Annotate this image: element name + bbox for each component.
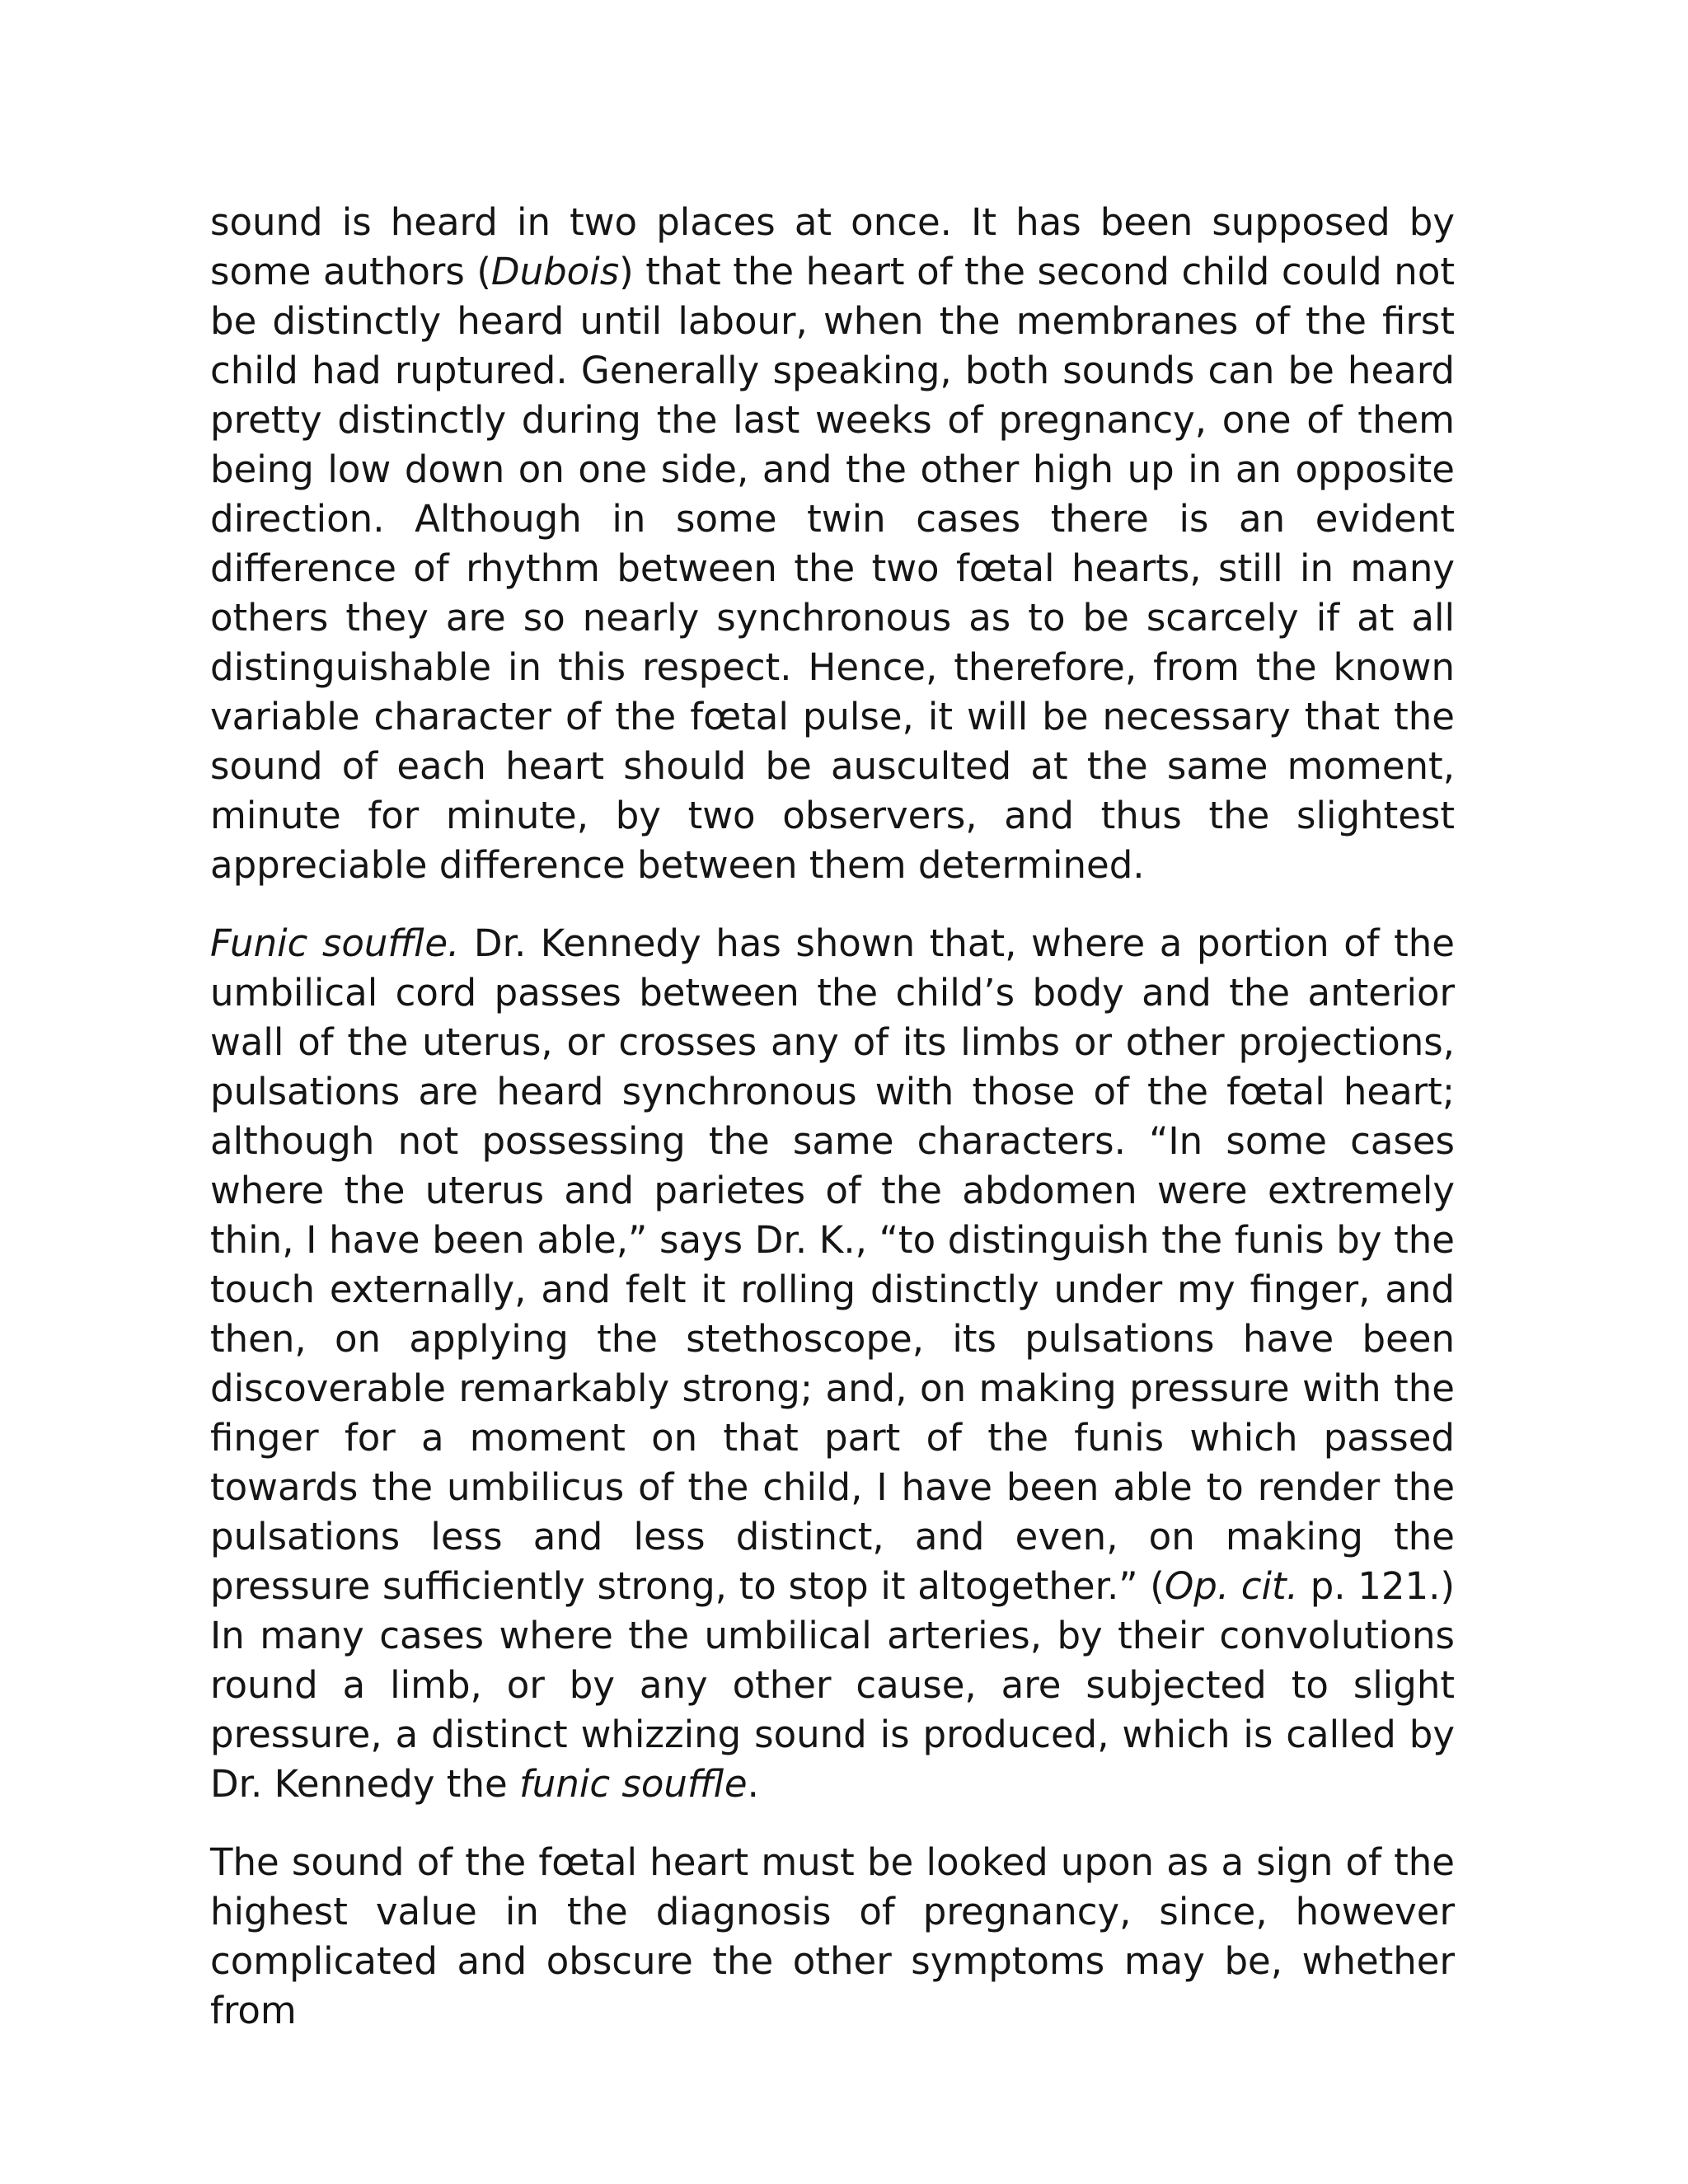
paragraph-funic-souffle (210, 919, 1455, 1809)
text-segment: p. 121.) In many cases where the umbilical arteries, by their convolutions round a limb, or by any other cause, are subjected to slight pressure, a distinct whizzing sound is produced, which is called by Dr. Kennedy the (210, 1564, 1455, 1806)
text-segment: The sound of the fœtal heart must be looked upon as a sign of the highest value in the diagnosis of pregnancy, since, however complicated and obscure the other symptoms may be, whether from (210, 1840, 1455, 2032)
document-page (210, 198, 1455, 2036)
text-segment: sound is heard in two places at once. It has been supposed by some authors ( (210, 200, 1455, 293)
paragraph-diagnostic-value (210, 1838, 1455, 2036)
paragraph-twin-heart-sounds (210, 198, 1455, 890)
italic-segment: Funic souffle. (210, 921, 460, 965)
text-segment: ) that the heart of the second child could not be distinctly heard until labour, when the membranes of the first child had ruptured. Generally speaking, both sounds can be heard pretty distinctly during the last weeks of pregnancy, one of them being low down on one side, and the other high up in an opposite direction. Although in some twin cases there is an evident difference of rhythm between the two fœtal hearts, still in many others they are so nearly synchronous as to be scarcely if at all distinguishable in this respect. Hence, therefore, from the known variable character of the fœtal pulse, it will be necessary that the sound of each heart should be ausculted at the same moment, minute for minute, by two observers, and thus the slightest appreciable difference between them determined. (210, 250, 1455, 887)
italic-segment: Op. cit. (1164, 1564, 1298, 1608)
italic-segment: Dubois (490, 250, 620, 293)
text-segment: Dr. Kennedy has shown that, where a portion of the umbilical cord passes between the child’s body and the anterior wall of the uterus, or crosses any of its limbs or other projections, pulsations are heard synchronous with those of the fœtal heart; although not possessing the same characters. “In some cases where the uterus and parietes of the abdomen were extremely thin, I have been able,” says Dr. K., “to distinguish the funis by the touch externally, and felt it rolling distinctly under my finger, and then, on applying the stethoscope, its pulsations have been discoverable remarkably strong; and, on making pressure with the finger for a moment on that part of the funis which passed towards the umbilicus of the child, I have been able to render the pulsations less and less distinct, and even, on making the pressure sufficiently strong, to stop it altogether.” ( (210, 921, 1455, 1608)
text-segment: . (747, 1762, 759, 1806)
italic-segment: funic souffle (518, 1762, 748, 1806)
